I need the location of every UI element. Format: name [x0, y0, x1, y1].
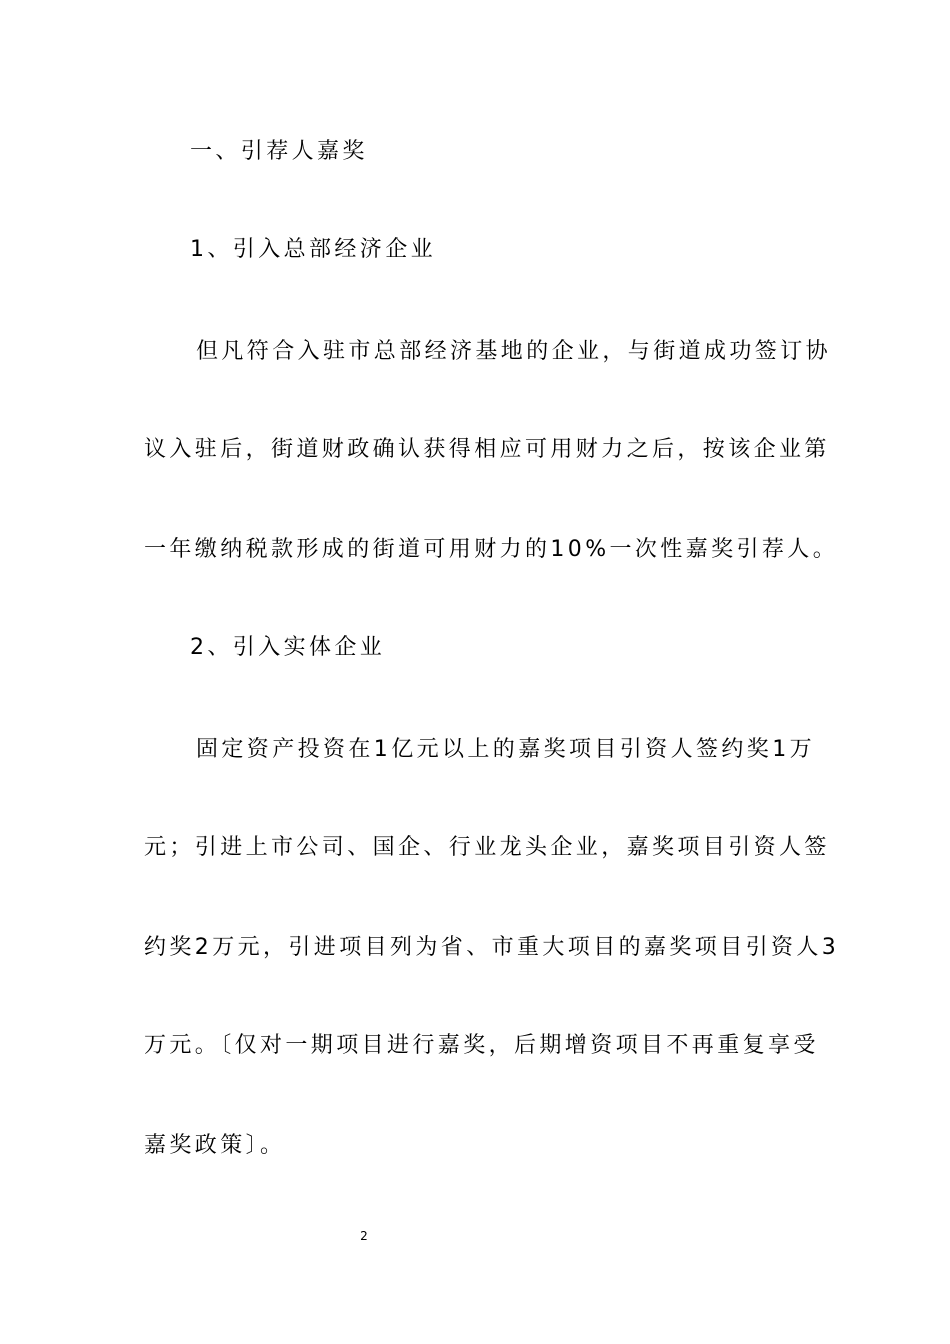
paragraph-2-line-3: 约奖2万元，引进项目列为省、市重大项目的嘉奖项目引资人3 [144, 935, 840, 960]
subsection-heading-1: 1、引入总部经济企业 [190, 237, 436, 262]
paragraph-1-line-3: 一年缴纳税款形成的街道可用财力的10%一次性嘉奖引荐人。 [144, 537, 839, 562]
paragraph-2-line-4: 万元。〔仅对一期项目进行嘉奖，后期增资项目不再重复享受 [144, 1033, 819, 1058]
section-heading: 一、引荐人嘉奖 [190, 139, 368, 164]
paragraph-1-line-1: 但凡符合入驻市总部经济基地的企业，与街道成功签订协 [196, 339, 832, 364]
subsection-heading-2: 2、引入实体企业 [190, 635, 386, 660]
paragraph-2-line-1: 固定资产投资在1亿元以上的嘉奖项目引资人签约奖1万 [196, 737, 815, 762]
paragraph-2-line-5: 嘉奖政策〕。 [144, 1133, 286, 1158]
page-number: 2 [360, 1229, 368, 1243]
paragraph-2-line-2: 元；引进上市公司、国企、行业龙头企业，嘉奖项目引资人签 [144, 835, 830, 860]
paragraph-1-line-2: 议入驻后，街道财政确认获得相应可用财力之后，按该企业第 [144, 437, 830, 462]
